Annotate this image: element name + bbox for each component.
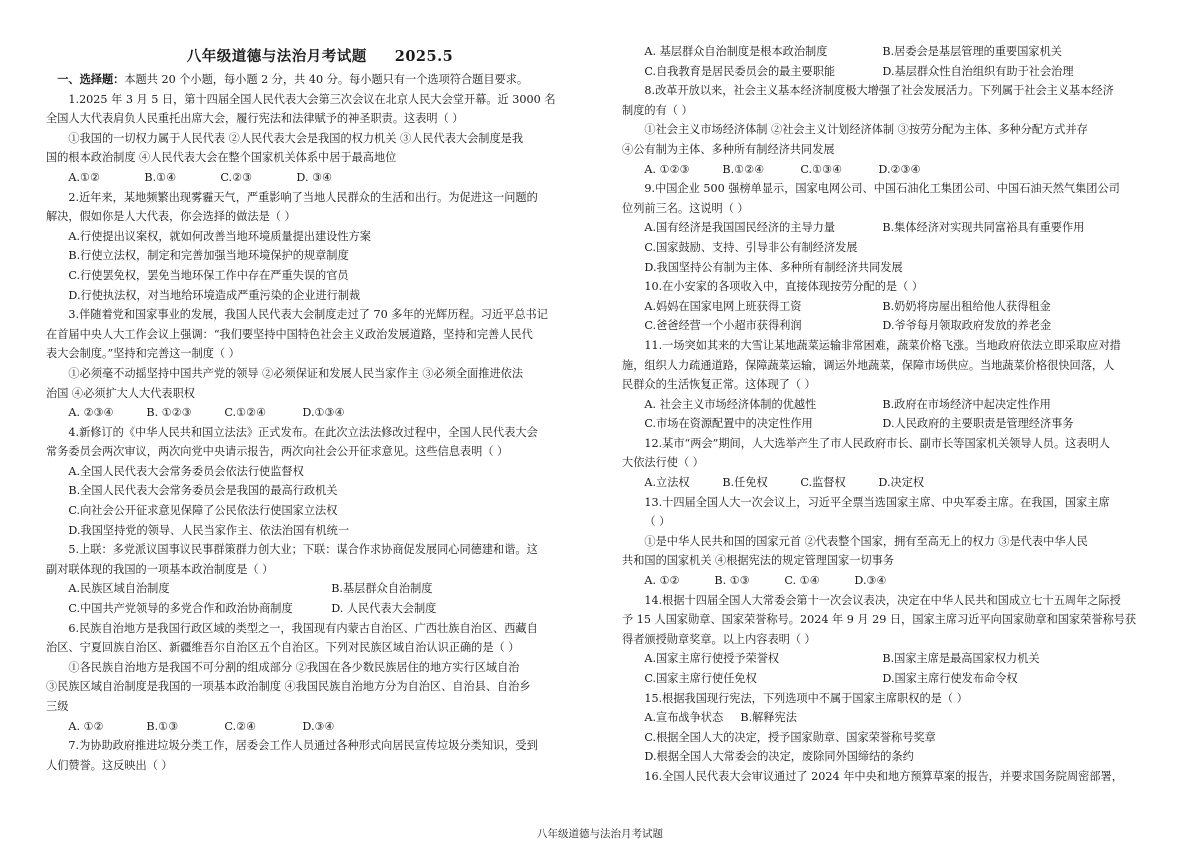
answer-options (46, 403, 594, 423)
answer-options (622, 708, 1170, 728)
section-label: 一、选择题： (57, 72, 125, 86)
option-d[interactable]: D.人民政府的主要职责是管理经济事务 (882, 417, 1074, 431)
option-b[interactable]: B.国家主席是最高国家权力机关 (882, 652, 1040, 666)
option-c[interactable]: C.②③ (220, 170, 253, 184)
question-item-line: ①社会主义市场经济体制 ②社会主义计划经济体制 ③按劳分配为主体、多种分配方式并存 (644, 123, 1088, 137)
option-a[interactable]: A. ①② (68, 719, 104, 733)
question-stem-line: 表大会制度。”坚持和完善这一制度（ ） (46, 347, 240, 361)
question-stem-line: 全国人大代表肩负人民重托出席大会，履行宪法和法律赋予的神圣职责。这表明（ ） (46, 112, 464, 126)
option-b[interactable]: B.解释宪法 (740, 711, 797, 725)
option-d[interactable]: D.决定权 (878, 476, 925, 490)
answer-options (622, 571, 1170, 591)
answer-options (46, 579, 594, 599)
option-c[interactable]: C. ①④ (784, 574, 820, 588)
question-stem-line: 解决，假如你是人大代表，你会选择的做法是（ ） (46, 210, 296, 224)
page-footer: 八年级道德与法治月考试题 (537, 828, 663, 840)
question-item-line: 国的根本政治制度 ④人民代表大会在整个国家机关体系中居于最高地位 (46, 151, 397, 165)
question-item-line: ①是中华人民共和国的国家元首 ②代表整个国家，拥有至高无上的权力 ③是代表中华人民 (644, 534, 1088, 548)
answer-options (622, 649, 1170, 669)
question-stem-line: 1.2025 年 3 月 5 日，第十四届全国人民代表大会第三次会议在北京人民大会堂开幕。近 3000 名 (68, 92, 556, 106)
question-stem-line: 6.民族自治地方是我国行政区域的类型之一，我国现有内蒙古自治区、广西壮族自治区、西藏自 (68, 621, 538, 635)
question-5 (46, 540, 594, 618)
answer-options (622, 414, 1170, 434)
option-a[interactable]: A.国有经济是我国国民经济的主导力量 (644, 221, 836, 235)
question-item-line: 治国 ④必须扩大人大代表职权 (46, 386, 195, 400)
question-stem-line: 10.在小安家的各项收入中，直接体现按劳分配的是（ ） (644, 280, 924, 294)
right-column (622, 42, 1170, 787)
question-stem-line: 人们赞誉。这反映出（ ） (46, 758, 173, 772)
option-d[interactable]: D.行使执法权，对当地给环境造成严重污染的企业进行制裁 (68, 288, 361, 302)
exam-title (46, 44, 594, 70)
answer-options (622, 160, 1170, 180)
question-stem-line: 副对联体现的我国的一项基本政治制度是（ ） (46, 562, 274, 576)
question-stem-line: 9.中国企业 500 强榜单显示，国家电网公司、中国石油化工集团公司、中国石油天然气集团公司 (644, 182, 1120, 196)
option-b[interactable]: B.全国人民代表大会常务委员会是我国的最高行政机关 (68, 484, 338, 498)
answer-options (622, 297, 1170, 317)
option-d[interactable]: D.我国坚持党的领导、人民当家作主、依法治国有机统一 (68, 523, 350, 537)
option-d[interactable]: D.③④ (302, 719, 335, 733)
option-a[interactable]: A. ①②③ (644, 162, 690, 176)
answer-options (622, 395, 1170, 415)
answer-options (622, 316, 1170, 336)
question-12 (622, 434, 1170, 493)
question-stem-line: 15.根据我国现行宪法，下列选项中不属于国家主席职权的是（ ） (644, 691, 968, 705)
answer-options (622, 473, 1170, 493)
question-1 (46, 90, 594, 188)
question-10 (622, 277, 1170, 336)
option-d[interactable]: D.根据全国人大常委会的决定，废除同外国缔结的条约 (644, 750, 914, 764)
question-11 (622, 336, 1170, 434)
question-stem-line: 大依法行使（ ） (622, 456, 704, 470)
option-a[interactable]: A.国家主席行使授予荣誉权 (644, 652, 780, 666)
question-stem-line: 位列前三名。这说明（ ） (622, 201, 749, 215)
option-b[interactable]: B.奶奶将房屋出租给他人获得租金 (882, 299, 1051, 313)
option-c[interactable]: C.监督权 (800, 476, 846, 490)
question-3 (46, 305, 594, 423)
option-b[interactable]: B.①④ (144, 170, 177, 184)
option-d[interactable]: D.②③④ (878, 162, 921, 176)
question-stem-line: 5.上联：多党派议国事议民事群策群力创大业；下联：谋合作求协商促发展同心同德建和谐。这 (68, 543, 538, 557)
option-d[interactable]: D.①③④ (302, 406, 345, 420)
question-7-options (622, 42, 1170, 81)
option-a[interactable]: A. 社会主义市场经济体制的优越性 (644, 397, 817, 411)
question-4 (46, 423, 594, 541)
option-c[interactable]: C.爸爸经营一个小超市获得利润 (644, 319, 802, 333)
question-15 (622, 689, 1170, 767)
answer-options (46, 717, 594, 737)
answer-options (622, 42, 1170, 62)
option-b[interactable]: B.行使立法权，制定和完善加强当地环境保护的规章制度 (68, 249, 349, 263)
option-c[interactable]: C.国家主席行使任免权 (644, 672, 757, 685)
option-a[interactable]: A.宣布战争状态 (644, 711, 724, 725)
option-d[interactable]: D.③④ (854, 574, 887, 588)
question-stem-line: 施，组织人力疏通道路，保障蔬菜运输，调运外地蔬菜，保障市场供应。当地蔬菜价格很快回落，人 (622, 358, 1115, 372)
question-stem-line: 治区、宁夏回族自治区、新疆维吾尔自治区五个自治区。下列对民族区域自治认识正确的是（ ） (46, 641, 520, 655)
option-a[interactable]: A. 基层群众自治制度是根本政治制度 (644, 45, 828, 58)
option-a[interactable]: A. ①② (644, 574, 680, 588)
option-d[interactable]: D. 人民代表大会制度 (331, 602, 437, 616)
option-a[interactable]: A. ②③④ (68, 406, 114, 420)
option-a[interactable]: A.民族区域自治制度 (68, 582, 170, 596)
option-c[interactable]: C.行使罢免权，罢免当地环保工作中存在严重失误的官员 (68, 268, 349, 282)
option-d[interactable]: D.爷爷每月领取政府发放的养老金 (882, 319, 1052, 333)
option-b[interactable]: B.基层群众自治制度 (331, 582, 433, 596)
left-column (46, 44, 594, 775)
option-c[interactable]: C.①③④ (800, 162, 843, 176)
question-6 (46, 619, 594, 737)
option-c[interactable]: C.向社会公开征求意见保障了公民依法行使国家立法权 (68, 504, 338, 518)
question-stem-line: 予 15 人国家勋章、国家荣誉称号。2024 年 9 月 29 日，国家主席习近平向国家勋章和国家荣誉称号获 (622, 613, 1137, 627)
question-item-line: ④公有制为主体、多种所有制经济共同发展 (622, 142, 835, 156)
answer-options (46, 168, 594, 188)
question-13 (622, 493, 1170, 591)
question-stem-line: 14.根据十四届全国人大常委会第十一次会议表决，决定在中华人民共和国成立七十五周年之际授 (644, 593, 1121, 607)
option-d[interactable]: D. ③④ (296, 170, 333, 184)
answer-options (622, 218, 1170, 238)
question-2 (46, 188, 594, 306)
option-c[interactable]: C.②④ (224, 719, 257, 733)
section-instructions: 本题共 20 个小题，每小题 2 分，共 40 分。每小题只有一个选项符合题目要求。 (124, 73, 529, 86)
answer-options (622, 669, 1170, 689)
option-b[interactable]: B.集体经济对实现共同富裕具有重要作用 (882, 221, 1085, 235)
question-stem-line: 13.十四届全国人大一次会议上，习近平全票当选国家主席、中央军委主席。在我国，国家主席 (644, 495, 1110, 509)
question-stem-line: 12.某市“两会”期间，人大选举产生了市人民政府市长、副市长等国家机关领导人员。这表明人 (644, 436, 1110, 450)
question-stem-line: 4.新修订的《中华人民共和国立法法》正式发布。在此次立法法修改过程中，全国人民代表大会 (68, 425, 538, 439)
question-7 (46, 736, 594, 775)
question-stem-line: （ ） (644, 515, 671, 529)
option-c[interactable]: C.根据全国人大的决定，授予国家勋章、国家荣誉称号奖章 (644, 730, 936, 744)
option-a[interactable]: A.妈妈在国家电网上班获得工资 (644, 299, 802, 313)
option-c[interactable]: C.市场在资源配置中的决定性作用 (644, 417, 813, 431)
question-stem-line: 16.全国人民代表大会审议通过了 2024 年中央和地方预算草案的报告，并要求国务院周密部署， (644, 769, 1123, 783)
section-heading (46, 70, 594, 90)
option-a[interactable]: A.①② (68, 170, 101, 184)
option-c[interactable]: C.国家鼓励、支持、引导非公有制经济发展 (644, 240, 858, 254)
question-stem-line: 制度的有（ ） (622, 103, 693, 117)
question-stem-line: 民群众的生活恢复正常。这体现了（ ） (622, 378, 816, 392)
question-item-line: ①我国的一切权力属于人民代表 ②人民代表大会是我国的权力机关 ③人民代表大会制度是我 (68, 131, 524, 145)
question-8 (622, 81, 1170, 179)
question-9 (622, 179, 1170, 277)
exam-title-text: 八年级道德与法治月考试题 (186, 48, 367, 65)
question-16 (622, 767, 1170, 787)
option-b[interactable]: B.任免权 (722, 476, 768, 490)
question-item-line: 共和国的国家机关 ④根据宪法的规定管理国家一切事务 (622, 554, 895, 568)
exam-date: 2025.5 (394, 48, 454, 65)
option-a[interactable]: A.全国人民代表大会常务委员会依法行使监督权 (68, 464, 304, 478)
answer-options (46, 599, 594, 619)
option-a[interactable]: A.立法权 (644, 476, 690, 490)
option-d[interactable]: D.国家主席行使发布命令权 (882, 672, 1018, 685)
option-c[interactable]: C.①②④ (224, 406, 267, 420)
option-b[interactable]: B.居委会是基层管理的重要国家机关 (882, 45, 1062, 58)
question-stem-line: 7.为协助政府推进垃圾分类工作，居委会工作人员通过各种形式向居民宣传垃圾分类知识，受到 (68, 739, 538, 753)
option-b[interactable]: B.①③ (146, 719, 179, 733)
option-b[interactable]: B.政府在市场经济中起决定性作用 (882, 397, 1051, 411)
option-d[interactable]: D.基层群众性自治组织有助于社会治理 (882, 64, 1074, 78)
option-b[interactable]: B. ①②③ (146, 406, 192, 420)
option-d[interactable]: D.我国坚持公有制为主体、多种所有制经济共同发展 (644, 260, 903, 274)
question-item-line: ①必须毫不动摇坚持中国共产党的领导 ②必须保证和发展人民当家作主 ③必须全面推进依法 (68, 366, 524, 380)
question-stem-line: 8.改革开放以来，社会主义基本经济制度极大增强了社会发展活力。下列属于社会主义基本经济 (644, 84, 1114, 98)
question-stem-line: 在首届中央人大工作会议上强调：“我们要坚持中国特色社会主义政治发展道路，坚持和完善人民代 (46, 327, 533, 341)
question-item-line: ①各民族自治地方是我国不可分割的组成部分 ②我国在各少数民族居住的地方实行区域自治 (68, 660, 520, 674)
question-stem-line: 3.伴随着党和国家事业的发展，我国人民代表大会制度走过了 70 多年的光辉历程。习近平总书记 (68, 308, 548, 322)
option-b[interactable]: B. ①③ (714, 574, 750, 588)
option-c[interactable]: C.中国共产党领导的多党合作和政治协商制度 (68, 602, 293, 616)
option-c[interactable]: C.自我教育是居民委员会的最主要职能 (644, 64, 836, 78)
question-stem-line: 2.近年来，某地频繁出现雾霾天气，严重影响了当地人民群众的生活和出行。为促进这一问题的 (68, 190, 538, 204)
question-14 (622, 591, 1170, 689)
question-item-line: 三级 (46, 700, 69, 713)
question-stem-line: 常务委员会两次审议，两次向党中央请示报告，两次向社会公开征求意见。这些信息表明（ ） (46, 445, 509, 459)
question-stem-line: 得者颁授勋章奖章。以上内容表明（ ） (622, 632, 816, 646)
option-b[interactable]: B.①②④ (722, 162, 765, 176)
answer-options (622, 62, 1170, 82)
question-stem-line: 11.一场突如其来的大雪让某地蔬菜运输非常困难，蔬菜价格飞涨。当地政府依法立即采取应对措 (644, 338, 1121, 352)
question-item-line: ③民族区域自治制度是我国的一项基本政治制度 ④我国民族自治地方分为自治区、自治县、自治乡 (46, 680, 531, 694)
option-a[interactable]: A.行使提出议案权，就如何改善当地环境质量提出建设性方案 (68, 229, 371, 243)
